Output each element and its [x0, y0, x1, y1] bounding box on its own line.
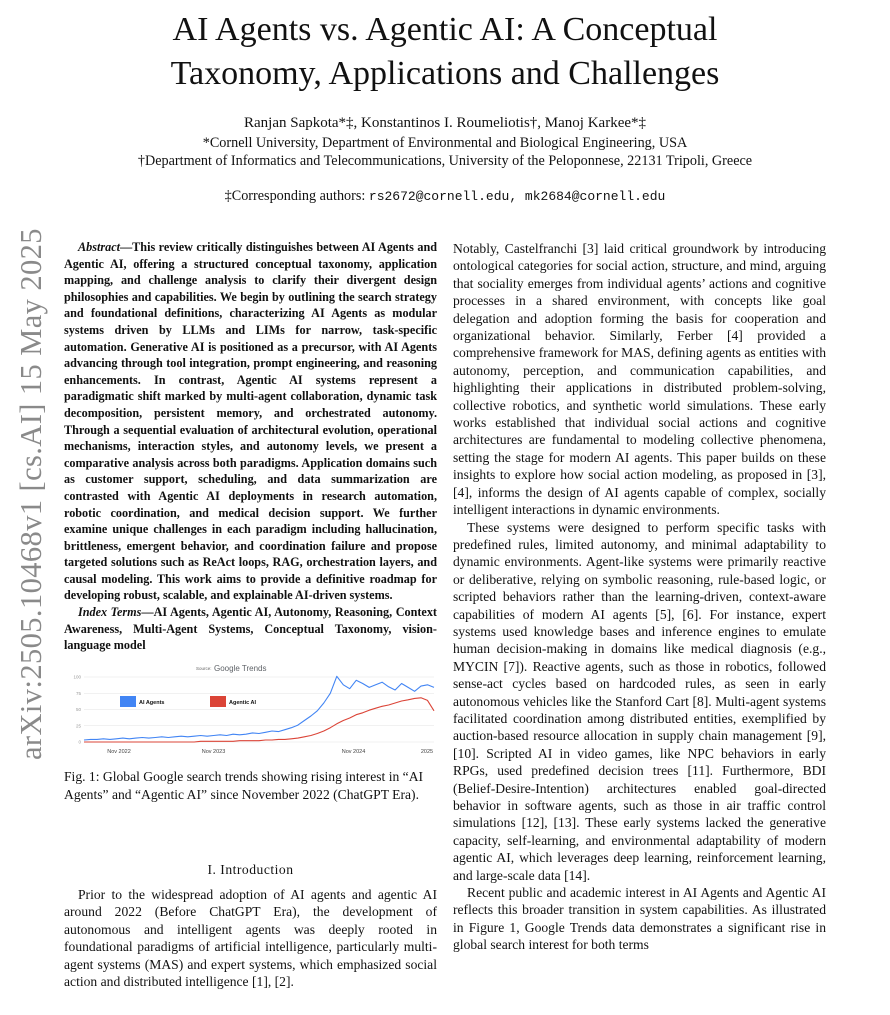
- corresponding-label: ‡Corresponding authors:: [224, 188, 369, 204]
- corresponding-authors: [60, 188, 830, 205]
- abstract-label: Abstract: [78, 240, 120, 254]
- legend-swatch: [210, 696, 226, 707]
- right-paragraph-1: Notably, Castelfranchi [3] laid critical groundwork by introducing ontological categories for social action, structure, and mind, arguing that sociality emerges from individual agents’ actions and cognitive processes in a shared environment, with concepts like goal delegation and adoption forming the basis for cooperation and organizational behavior. Similarly, Ferber [4] provided a comprehensive framework for MAS, defining agents as entities with autonomy, perception, and communication capabilities, and highlighting their applications in distributed problem-solving, collective robotics, and synthetic world simulations. These early works established that individual social actions and cognitive architectures are fundamental to modeling collective phenomena, setting the stage for modern AI agents. This paper builds on these insights to explore how social action modeling, as proposed in [3], [4], informs the design of AI agents capable of complex, socially intelligent interactions in dynamic environments.: [453, 241, 826, 518]
- legend-label: AI Agents: [139, 700, 165, 706]
- right-paragraph-2: These systems were designed to perform specific tasks with predefined rules, limited autonomy, and minimal adaptability to dynamic environments. Agent-like systems were primarily reactive or deliberative, relying on symbolic reasoning, rule-based logic, or scripted behaviors rather than the learning-driven, context-aware capabilities of modern AI agents [5], [6]. For instance, expert systems used knowledge bases and inference engines to emulate human decision-making in domains like medical diagnosis (e.g., MYCIN [7]). Reactive agents, such as those in robotics, followed sense-act cycles based on hardcoded rules, as seen in early autonomous vehicles like the Stanford Cart [8]. Multi-agent systems facilitated coordination among distributed entities, exemplified by auction-based resource allocation in supply chain management [9], [10]. Scripted AI in video games, like NPC behaviors in early RPGs, used predefined decision trees [11]. Furthermore, BDI (Belief-Desire-Intention) architectures enabled goal-directed behavior in software agents, such as those in air traffic control simulations [12], [13]. These early systems lacked the generative capacity, self-learning, and environmental adaptability of modern agentic AI, which leverages deep learning, reinforcement learning, and large-scale data [14].: [453, 519, 826, 883]
- right-paragraph-3: Recent public and academic interest in AI Agents and Agentic AI reflects this broader transition in system capabilities. As illustrated in Figure 1, Google Trends data demonstrates a significant rise in global search interest for both terms: [453, 885, 826, 953]
- y-tick-label: 25: [75, 723, 81, 729]
- corresponding-emails: rs2672@cornell.edu, mk2684@cornell.edu: [368, 189, 666, 204]
- chart-source-name: Google Trends: [214, 664, 267, 673]
- affiliation-peloponnese: †Department of Informatics and Telecommunications, University of the Peloponnese, 22131 Tripoli, Greece: [137, 153, 753, 169]
- affiliation-cornell: *Cornell University, Department of Environmental and Biological Engineering, USA: [202, 135, 688, 151]
- index-terms-text: —AI Agents, Agentic AI, Autonomy, Reasoning, Context Awareness, Multi-Agent Systems, Conceptual Taxonomy, vision-language model: [64, 605, 437, 653]
- x-tick-label: Nov 2023: [201, 749, 226, 755]
- x-tick-label: 2025: [420, 749, 434, 755]
- right-column: [453, 240, 826, 954]
- title-line-1: AI Agents vs. Agentic AI: A Conceptual: [172, 11, 718, 48]
- figure-caption: Fig. 1: Global Google search trends showing rising interest in “AI Agents” and “Agentic AI” since November 2022 (ChatGPT Era).: [64, 769, 424, 802]
- legend-label: Agentic AI: [229, 700, 256, 706]
- index-terms-label: Index Terms: [78, 605, 142, 620]
- google-trends-chart: [64, 660, 437, 756]
- abstract-text: —This review critically distinguishes between AI Agents and Agentic AI, offering a structured conceptual taxonomy, application mapping, and challenge analysis to clarify their divergent design philosophies and capabilities. We begin by outlining the search strategy and foundational definitions, characterizing AI Agents as modular systems driven by LLMs and LIMs for narrow, task-specific automation. Generative AI is positioned as a precursor, with AI Agents advancing through tool integration, prompt engineering, and reasoning enhancements. In contrast, Agentic AI systems represent a paradigmatic shift marked by multi-agent collaboration, dynamic task decomposition, persistent memory, and orchestrated autonomy. Through a sequential evaluation of architectural evolution, operational mechanisms, interaction styles, and autonomy levels, we present a comparative analysis across both paradigms. Application domains such as customer support, scheduling, and data summarization are contrasted with Agentic AI deployments in research automation, robotic coordination, and medical decision support. We further examine unique challenges in each paradigm including hallucination, brittleness, emergent behavior, and coordination failure and propose targeted solutions such as ReAct loops, RAG, orchestration layers, and causal modeling. This work aims to provide a definitive roadmap for developing robust, scalable, and explainable AI-driven systems.: [64, 240, 437, 603]
- title-line-2: Taxonomy, Applications and Challenges: [170, 55, 720, 92]
- x-tick-label: Nov 2024: [341, 749, 366, 755]
- author-list: Ranjan Sapkota*‡, Konstantinos I. Roumeliotis†, Manoj Karkee*‡: [243, 115, 647, 131]
- y-tick-label: 100: [73, 674, 81, 680]
- x-tick-label: Nov 2022: [107, 749, 131, 755]
- legend-swatch: [120, 696, 136, 707]
- section-heading-introduction: I. Introduction: [207, 862, 294, 877]
- intro-paragraph-1: Prior to the widespread adoption of AI agents and agentic AI around 2022 (Before ChatGPT Era), the development of autonomous and intelligent agents was deeply rooted in foundational paradigms of artificial intelligence, particularly multi-agent systems (MAS) and expert systems, which emphasized social action and distributed intelligence [1], [2].: [64, 887, 437, 990]
- y-tick-label: 50: [75, 707, 81, 712]
- y-tick-label: 0: [78, 739, 81, 745]
- paper-title: [60, 8, 830, 96]
- abstract: [64, 239, 437, 654]
- arxiv-stamp: arXiv:2505.10468v1 [cs.AI] 15 May 2025: [14, 228, 48, 760]
- chart-source-prefix: Source:: [196, 666, 212, 671]
- introduction-text: [64, 886, 437, 990]
- y-tick-label: 75: [75, 690, 81, 696]
